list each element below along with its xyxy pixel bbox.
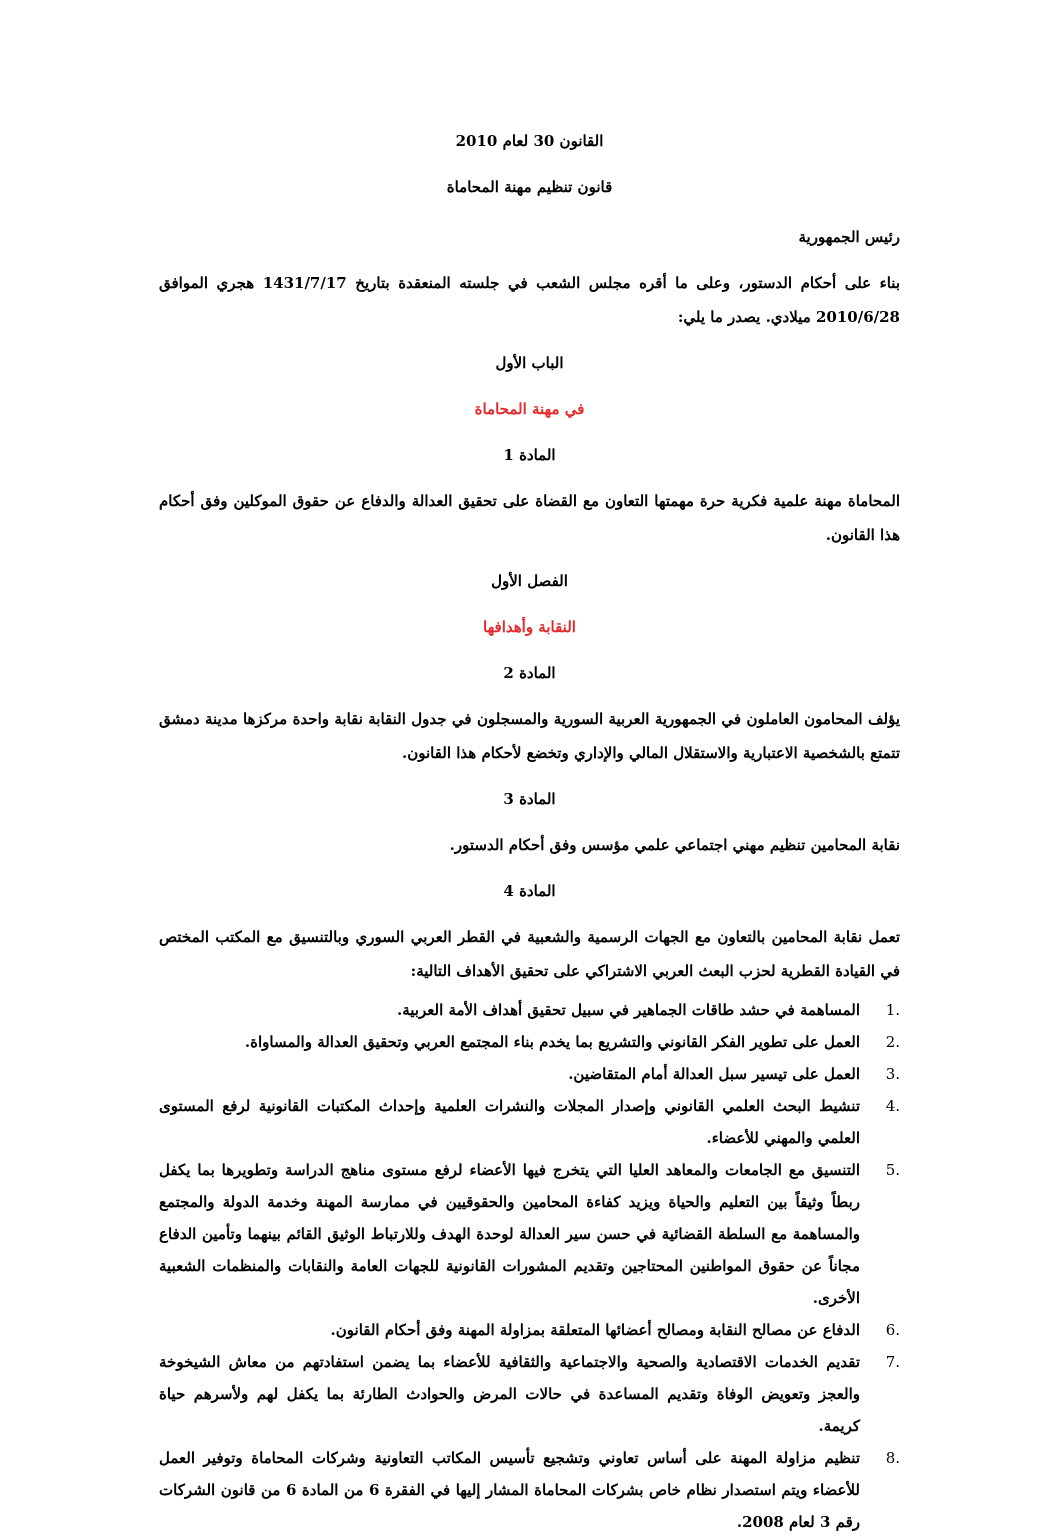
article-1-text: المحاماة مهنة علمية فكرية حرة مهمتها التعاون مع القضاة على تحقيق العدالة والدفاع عن حقوق الموكلين وفق أحكام هذا القانون. bbox=[159, 492, 900, 544]
preamble: بناء على أحكام الدستور، وعلى ما أقره مجلس الشعب في جلسته المنعقدة بتاريخ 1431/7/17 هجري الموافق 2010/6/28 ميلادي. يصدر ما يلي: bbox=[159, 274, 900, 326]
article-1-heading: المادة 1 bbox=[503, 446, 556, 464]
article-4-heading: المادة 4 bbox=[503, 882, 556, 900]
article-3-text: نقابة المحامين تنظيم مهني اجتماعي علمي مؤسس وفق أحكام الدستور. bbox=[449, 836, 900, 854]
list-item-text: المساهمة في حشد طاقات الجماهير في سبيل تحقيق أهداف الأمة العربية. bbox=[397, 1001, 860, 1019]
list-item-number: 8. bbox=[885, 1449, 900, 1467]
president-line: رئيس الجمهورية bbox=[798, 228, 900, 246]
law-title: القانون 30 لعام 2010 bbox=[455, 132, 604, 150]
article-2-text: يؤلف المحامون العاملون في الجمهورية العربية السورية والمسجلون في جدول النقابة نقابة واحدة مركزها مدينة دمشق تتمتع بالشخصية الاعتبارية والاستقلال المالي والإداري وتخضع لأحكام هذا القانون. bbox=[159, 710, 900, 762]
list-item bbox=[159, 1154, 900, 1314]
list-item bbox=[159, 1314, 900, 1346]
list-item bbox=[159, 1442, 900, 1538]
list-item bbox=[159, 1058, 900, 1090]
list-item-text: تنظيم مزاولة المهنة على أساس تعاوني وتشجيع تأسيس المكاتب التعاونية وشركات المحاماة وتوفير العمل للأعضاء ويتم استصدار نظام خاص بشركات المحاماة المشار إليها في الفقرة 6 من المادة 6 من قانون الشركات رقم 3 لعام 2008. bbox=[159, 1449, 860, 1531]
chapter-one-title: النقابة وأهدافها bbox=[483, 618, 576, 636]
list-item-number: 7. bbox=[885, 1353, 900, 1371]
list-item-number: 1. bbox=[885, 1001, 900, 1019]
list-item-number: 4. bbox=[885, 1097, 900, 1115]
list-item-text: تنشيط البحث العلمي القانوني وإصدار المجلات والنشرات العلمية وإحداث المكتبات القانونية لرفع المستوى العلمي والمهني للأعضاء. bbox=[159, 1097, 860, 1147]
article-4-goals-list bbox=[159, 994, 900, 1538]
list-item bbox=[159, 994, 900, 1026]
list-item bbox=[159, 1090, 900, 1154]
list-item-number: 6. bbox=[885, 1321, 900, 1339]
list-item bbox=[159, 1346, 900, 1442]
list-item-text: العمل على تيسير سبل العدالة أمام المتقاضين. bbox=[568, 1065, 860, 1083]
article-4-intro: تعمل نقابة المحامين بالتعاون مع الجهات الرسمية والشعبية في القطر العربي السوري وبالتنسيق مع المكتب المختص في القيادة القطرية لحزب البعث العربي الاشتراكي على تحقيق الأهداف التالية: bbox=[159, 928, 900, 980]
list-item-text: التنسيق مع الجامعات والمعاهد العليا التي يتخرج فيها الأعضاء لرفع مستوى مناهج الدراسة وتطويرها بما يكفل ربطاً وثيقاً بين التعليم والحياة ويزيد كفاءة المحامين والحقوقيين في ممارسة المهنة وخدمة الدولة والمجتمع والمساهمة مع السلطة القضائية في حسن سير العدالة لوحدة الهدف وللارتباط الوثيق القائم بينهما وتأمين الدفاع مجاناً عن حقوق المواطنين المحتاجين وتقديم المشورات القانونية للجهات العامة والنقابات والمنظمات الشعبية الأخرى. bbox=[159, 1161, 860, 1307]
part-one-title: في مهنة المحاماة bbox=[474, 400, 585, 418]
list-item bbox=[159, 1026, 900, 1058]
list-item-text: الدفاع عن مصالح النقابة ومصالح أعضائها المتعلقة بمزاولة المهنة وفق أحكام القانون. bbox=[330, 1321, 860, 1339]
list-item-text: العمل على تطوير الفكر القانوني والتشريع بما يخدم بناء المجتمع العربي وتحقيق العدالة والمساواة. bbox=[244, 1033, 860, 1051]
list-item-text: تقديم الخدمات الاقتصادية والصحية والاجتماعية والثقافية للأعضاء بما يضمن استفادتهم من معاش الشيخوخة والعجز وتعويض الوفاة وتقديم المساعدة في حالات المرض والحوادث الطارئة بما يكفل لهم ولأسرهم حياة كريمة. bbox=[159, 1353, 860, 1435]
part-one-heading: الباب الأول bbox=[495, 354, 564, 372]
law-subtitle: قانون تنظيم مهنة المحاماة bbox=[446, 178, 613, 196]
article-2-heading: المادة 2 bbox=[503, 664, 556, 682]
list-item-number: 2. bbox=[885, 1033, 900, 1051]
chapter-one-heading: الفصل الأول bbox=[491, 572, 568, 590]
list-item-number: 5. bbox=[885, 1161, 900, 1179]
list-item-number: 3. bbox=[885, 1065, 900, 1083]
article-3-heading: المادة 3 bbox=[503, 790, 556, 808]
